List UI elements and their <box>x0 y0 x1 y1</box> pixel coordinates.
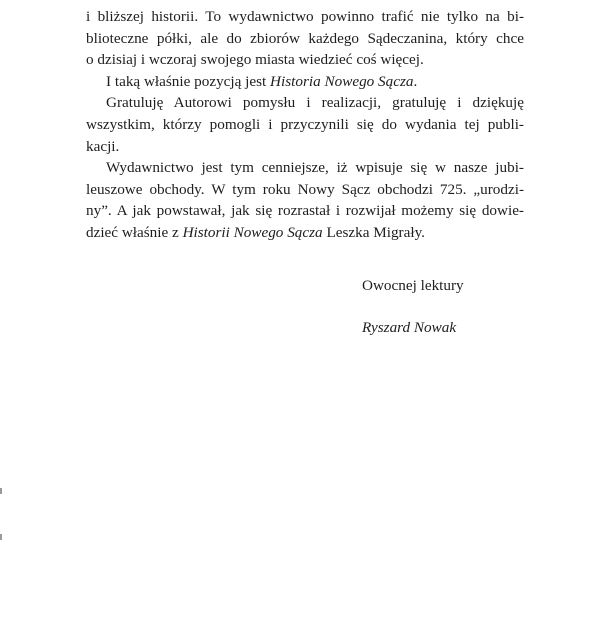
paragraph-2 <box>86 71 524 93</box>
paragraph-4-line-4 <box>86 222 524 244</box>
paragraph-2-prefix: I taką właśnie pozycją jest <box>106 72 271 90</box>
closing-phrase: Owocnej lektury <box>362 277 464 294</box>
paragraph-1-line-3: o dzisiaj i wczoraj swojego miasta wiedzieć coś więcej. <box>86 51 424 69</box>
paragraph-4-line-4-prefix: dzieć właśnie z <box>86 223 183 241</box>
paragraph-1-line-2: blioteczne półki, ale do zbiorów każdego Sądeczanina, który chce <box>86 29 524 47</box>
paragraph-3-line-1: Gratuluję Autorowi pomysłu i realizacji, gratuluję i dziękuję <box>106 94 524 112</box>
paragraph-1-line-1: i bliższej historii. To wydawnictwo powinno trafić nie tylko na bi- <box>86 8 524 25</box>
paragraph-2-book-title: Historia Nowego Sącza <box>270 72 414 90</box>
scan-edge-mark <box>0 488 2 494</box>
paragraph-4-line-4-suffix: Leszka Migrały. <box>322 223 425 241</box>
paragraph-4-line-1: Wydawnictwo jest tym cenniejsze, iż wpisuje się w nasze jubi- <box>106 159 524 177</box>
signature: Ryszard Nowak <box>362 319 457 336</box>
body-text <box>86 0 524 244</box>
paragraph-3-line-3: kacji. <box>86 137 120 155</box>
paragraph-4-line-2: leuszowe obchody. W tym roku Nowy Sącz obchodzi 725. „urodzi- <box>86 180 524 198</box>
paragraph-3-line-2: wszystkim, którzy pomogli i przyczynili się do wydania tej publi- <box>86 115 524 133</box>
paragraph-4-book-title: Historii Nowego Sącza <box>182 223 323 241</box>
paragraph-2-suffix: . <box>413 72 418 90</box>
paragraph-4-line-3: ny”. A jak powstawał, jak się rozrastał i rozwijał możemy się dowie- <box>86 202 524 220</box>
scan-edge-mark <box>0 534 2 540</box>
